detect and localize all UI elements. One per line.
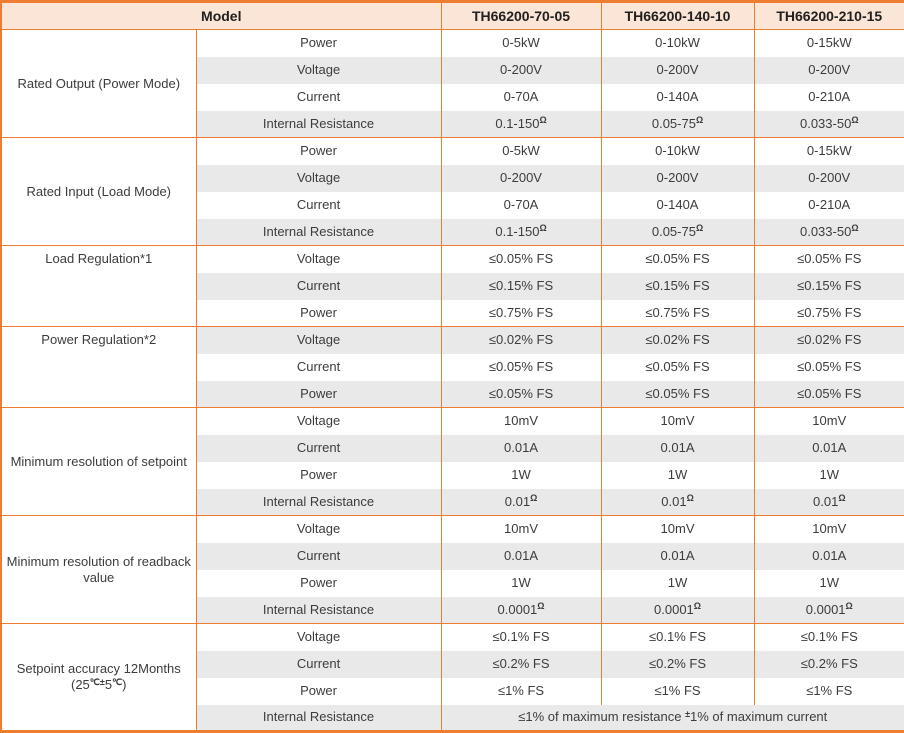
group-label: Power Regulation*2 <box>1 327 196 408</box>
merged-value-cell: ≤1% of maximum resistance ±1% of maximum current <box>441 705 904 732</box>
value-cell: $0.1-150^\Omega$ <box>441 219 601 246</box>
param-label: Internal Resistance <box>196 219 441 246</box>
param-label: Power <box>196 30 441 57</box>
value-cell: ≤0.05% FS <box>601 381 754 408</box>
param-label: Current <box>196 543 441 570</box>
value-cell: 10mV <box>441 516 601 543</box>
value-cell: ≤0.15% FS <box>601 273 754 300</box>
value-cell: 0-210A <box>754 84 904 111</box>
value-cell: 0-70A <box>441 84 601 111</box>
model-column-header-3: TH66200-210-15 <box>754 2 904 30</box>
value-cell: 0-140A <box>601 192 754 219</box>
value-cell: 0-200V <box>754 165 904 192</box>
value-cell: 10mV <box>441 408 601 435</box>
value-cell: $0.05-75^\Omega$ <box>601 219 754 246</box>
value-cell: $0.0001^\Omega$ <box>441 597 601 624</box>
param-label: Power <box>196 678 441 705</box>
param-label: Current <box>196 273 441 300</box>
param-label: Power <box>196 570 441 597</box>
value-cell: ≤0.05% FS <box>754 381 904 408</box>
param-label: Power <box>196 381 441 408</box>
param-label: Internal Resistance <box>196 489 441 516</box>
model-header-cell: Model <box>1 2 441 30</box>
value-cell: ≤0.05% FS <box>754 246 904 273</box>
value-cell: 10mV <box>601 516 754 543</box>
value-cell: $0.01^\Omega$ <box>601 489 754 516</box>
group-label: Rated Output (Power Mode) <box>1 30 196 138</box>
param-label: Internal Resistance <box>196 705 441 732</box>
param-label: Voltage <box>196 624 441 651</box>
value-cell: $0.0001^\Omega$ <box>754 597 904 624</box>
param-label: Power <box>196 138 441 165</box>
value-cell: ≤0.75% FS <box>601 300 754 327</box>
value-cell: ≤0.02% FS <box>754 327 904 354</box>
model-column-header-1: TH66200-70-05 <box>441 2 601 30</box>
value-cell: ≤0.05% FS <box>601 354 754 381</box>
value-cell: ≤0.1% FS <box>754 624 904 651</box>
value-cell: 0-210A <box>754 192 904 219</box>
value-cell: 1W <box>441 462 601 489</box>
value-cell: ≤0.02% FS <box>441 327 601 354</box>
value-cell: 0-70A <box>441 192 601 219</box>
value-cell: 1W <box>754 462 904 489</box>
spec-table-body <box>1 30 904 732</box>
spec-row <box>1 624 904 651</box>
value-cell: $0.0001^\Omega$ <box>601 597 754 624</box>
value-cell: ≤0.75% FS <box>441 300 601 327</box>
value-cell: 1W <box>601 570 754 597</box>
value-cell: 1W <box>441 570 601 597</box>
param-label: Voltage <box>196 246 441 273</box>
value-cell: $0.1-150^\Omega$ <box>441 111 601 138</box>
value-cell: 0-200V <box>601 57 754 84</box>
value-cell: ≤0.15% FS <box>754 273 904 300</box>
group-label: Minimum resolution of setpoint <box>1 408 196 516</box>
value-cell: ≤0.75% FS <box>754 300 904 327</box>
model-column-header-2: TH66200-140-10 <box>601 2 754 30</box>
value-cell: 10mV <box>754 516 904 543</box>
value-cell: 0.01A <box>441 543 601 570</box>
value-cell: 0-140A <box>601 84 754 111</box>
value-cell: ≤0.15% FS <box>441 273 601 300</box>
value-cell: ≤0.02% FS <box>601 327 754 354</box>
value-cell: 0.01A <box>754 435 904 462</box>
group-label: Load Regulation*1 <box>1 246 196 327</box>
value-cell: 0-200V <box>441 165 601 192</box>
param-label: Voltage <box>196 516 441 543</box>
value-cell: 0-200V <box>754 57 904 84</box>
value-cell: ≤0.05% FS <box>441 354 601 381</box>
group-label: Setpoint accuracy 12Months (25℃±5℃) <box>1 624 196 732</box>
value-cell: 0.01A <box>754 543 904 570</box>
value-cell: 0-10kW <box>601 138 754 165</box>
value-cell: 0.01A <box>441 435 601 462</box>
spec-row <box>1 327 904 354</box>
value-cell: ≤0.1% FS <box>441 624 601 651</box>
value-cell: 10mV <box>601 408 754 435</box>
value-cell: 0-15kW <box>754 30 904 57</box>
param-label: Current <box>196 651 441 678</box>
spec-row <box>1 246 904 273</box>
value-cell: ≤0.05% FS <box>754 354 904 381</box>
group-label: Rated Input (Load Mode) <box>1 138 196 246</box>
value-cell: $0.033-50^\Omega$ <box>754 219 904 246</box>
param-label: Voltage <box>196 408 441 435</box>
value-cell: ≤0.2% FS <box>441 651 601 678</box>
value-cell: 0-200V <box>441 57 601 84</box>
param-label: Power <box>196 462 441 489</box>
value-cell: 0.01A <box>601 435 754 462</box>
spec-row <box>1 408 904 435</box>
value-cell: ≤0.05% FS <box>441 246 601 273</box>
value-cell: ≤1% FS <box>441 678 601 705</box>
param-label: Current <box>196 84 441 111</box>
value-cell: 0-5kW <box>441 30 601 57</box>
param-label: Voltage <box>196 327 441 354</box>
param-label: Internal Resistance <box>196 597 441 624</box>
header-row <box>1 2 904 30</box>
value-cell: 0-10kW <box>601 30 754 57</box>
value-cell: ≤0.2% FS <box>754 651 904 678</box>
value-cell: ≤1% FS <box>601 678 754 705</box>
value-cell: ≤0.05% FS <box>441 381 601 408</box>
param-label: Voltage <box>196 165 441 192</box>
value-cell: 1W <box>754 570 904 597</box>
param-label: Current <box>196 354 441 381</box>
value-cell: ≤0.1% FS <box>601 624 754 651</box>
value-cell: $0.01^\Omega$ <box>754 489 904 516</box>
value-cell: ≤0.05% FS <box>601 246 754 273</box>
group-label: Minimum resolution of readback value <box>1 516 196 624</box>
param-label: Internal Resistance <box>196 111 441 138</box>
value-cell: 1W <box>601 462 754 489</box>
value-cell: 0-15kW <box>754 138 904 165</box>
spec-row <box>1 138 904 165</box>
spec-row <box>1 30 904 57</box>
value-cell: ≤0.2% FS <box>601 651 754 678</box>
value-cell: $0.033-50^\Omega$ <box>754 111 904 138</box>
spec-row <box>1 516 904 543</box>
value-cell: $0.05-75^\Omega$ <box>601 111 754 138</box>
value-cell: 0.01A <box>601 543 754 570</box>
param-label: Voltage <box>196 57 441 84</box>
param-label: Current <box>196 192 441 219</box>
param-label: Power <box>196 300 441 327</box>
value-cell: $0.01^\Omega$ <box>441 489 601 516</box>
value-cell: 0-5kW <box>441 138 601 165</box>
value-cell: 0-200V <box>601 165 754 192</box>
param-label: Current <box>196 435 441 462</box>
value-cell: ≤1% FS <box>754 678 904 705</box>
value-cell: 10mV <box>754 408 904 435</box>
